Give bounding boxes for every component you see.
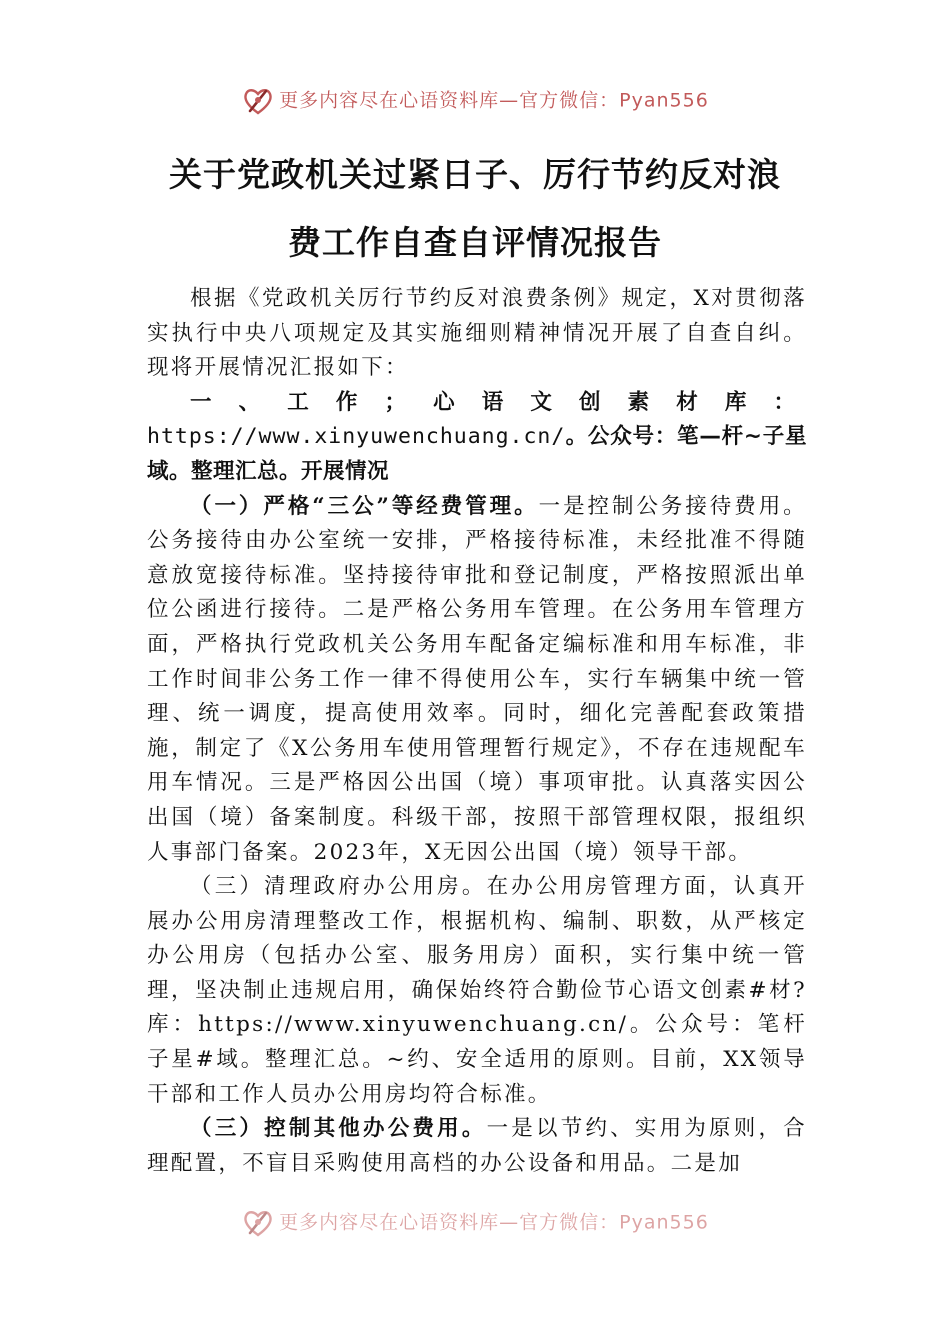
- paragraph-office-space: （三）清理政府办公用房。在办公用房管理方面，认真开展办公用房清理整改工作，根据机构、编制、职数，从严核定办公用房（包括办公室、服务用房）面积，实行集中统一管理，坚决制止违规启用，确保始终符合勤俭节心语文创素#材?库：https://www.xinyuwenchuang.cn/。公众号：笔杆子星#域。整理汇总。~约、安全适用的原则。目前，XX领导干部和工作人员办公用房均符合标准。: [147, 874, 807, 1107]
- document-body: [147, 282, 807, 1181]
- heart-pen-logo-icon: [241, 84, 275, 118]
- watermark-header: [0, 84, 950, 118]
- heart-pen-logo-icon: [241, 1206, 275, 1240]
- paragraph-text: 一是以节约、实用为原则，合理配置，不盲目采购使用高档的办公设备和用品。二是加: [147, 1116, 807, 1176]
- document-title-line-1: 关于党政机关过紧日子、厉行节约反对浪: [169, 155, 781, 194]
- watermark-text: 更多内容尽在心语资料库—官方微信：Pyan556: [279, 89, 709, 112]
- document-title-line-2: 费工作自查自评情况报告: [288, 223, 662, 262]
- paragraph-label: （三）控制其他办公费用。: [190, 1116, 487, 1142]
- section-heading-url: https://www.xinyuwenchuang.cn/: [147, 424, 566, 450]
- intro-paragraph: 根据《党政机关厉行节约反对浪费条例》规定，X对贯彻落实执行中央八项规定及其实施细则精神情况开展了自查自纠。现将开展情况汇报如下：: [147, 286, 807, 381]
- paragraph-expense-management: [147, 490, 807, 871]
- section-heading-rest: 。公众号：笔—杆~子星域。整理汇总。开展情况: [147, 424, 807, 484]
- section-heading-1: [147, 386, 807, 490]
- section-heading-lead: 一、工作；心语文创素材库：: [190, 389, 807, 415]
- paragraph-office-expenses: [147, 1112, 807, 1181]
- paragraph-text: 一是控制公务接待费用。公务接待由办公室统一安排，严格接待标准，未经批准不得随意放宽接待标准。坚持接待审批和登记制度，严格按照派出单位公函进行接待。二是严格公务用车管理。在公务用车管理方面，严格执行党政机关公务用车配备定编标准和用车标准，非工作时间非公务工作一律不得使用公车，实行车辆集中统一管理、统一调度，提高使用效率。同时，细化完善配套政策措施，制定了《X公务用车使用管理暂行规定》，不存在违规配车用车情况。三是严格因公出国（境）事项审批。认真落实因公出国（境）备案制度。科级干部，按照干部管理权限，报组织人事部门备案。2023年，X无因公出国（境）领导干部。: [147, 493, 807, 865]
- paragraph-label: （一）严格“三公”等经费管理。: [190, 493, 539, 519]
- watermark-footer: [0, 1206, 950, 1240]
- watermark-text: 更多内容尽在心语资料库—官方微信：Pyan556: [279, 1211, 709, 1234]
